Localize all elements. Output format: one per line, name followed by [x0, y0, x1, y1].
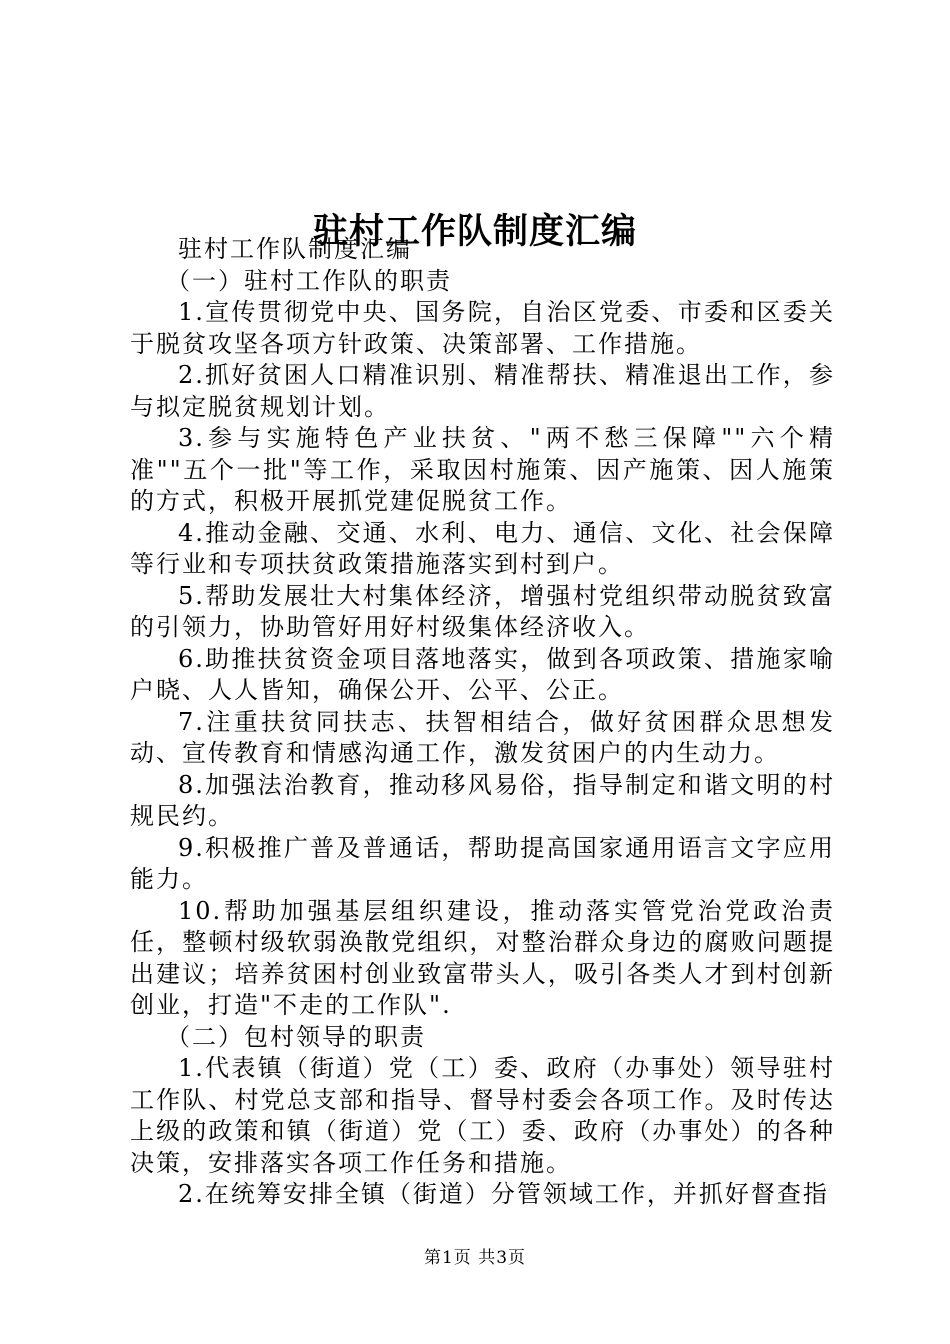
document-title: 驻村工作队制度汇编 [312, 211, 637, 253]
body-paragraph: 2.在统筹安排全镇（街道）分管领域工作，并抓好督查指 [178, 1180, 829, 1208]
body-paragraph: 3.参与实施特色产业扶贫、"两不愁三保障""六个精准""五个一批"等工作，采取因村施策、因产施策、因人施策的方式，积极开展抓党建促脱贫工作。 [130, 424, 835, 515]
page-footer: 第1页 共3页 [423, 1248, 527, 1268]
body-paragraph-subtitle: 驻村工作队制度汇编 [178, 235, 412, 263]
body-paragraph: 5.帮助发展壮大村集体经济，增强村党组织带动脱贫致富的引领力，协助管好用好村级集体经济收入。 [130, 581, 835, 641]
section-heading-2: （二）包村领导的职责 [166, 1022, 426, 1051]
body-paragraph: 6.助推扶贫资金项目落地落实，做到各项政策、措施家喻户晓、人人皆知，确保公开、公平、公正。 [130, 644, 835, 704]
body-paragraph: 4.推动金融、交通、水利、电力、通信、文化、社会保障等行业和专项扶贫政策措施落实到村到户。 [130, 518, 835, 578]
body-paragraph: 7.注重扶贫同扶志、扶智相结合，做好贫困群众思想发动、宣传教育和情感沟通工作，激发贫困户的内生动力。 [130, 707, 835, 767]
body-paragraph: 8.加强法治教育，推动移风易俗，指导制定和谐文明的村规民约。 [130, 770, 835, 830]
body-paragraph: 1.宣传贯彻党中央、国务院，自治区党委、市委和区委关于脱贫攻坚各项方针政策、决策部署、工作措施。 [130, 298, 835, 358]
section-heading-1: （一）驻村工作队的职责 [166, 266, 452, 295]
body-paragraph: 1.代表镇（街道）党（工）委、政府（办事处）领导驻村工作队、村党总支部和指导、督导村委会各项工作。及时传达上级的政策和镇（街道）党（工）委、政府（办事处）的各种决策，安排落实各项工作任务和措施。 [130, 1054, 835, 1177]
body-paragraph: 9.积极推广普及普通话，帮助提高国家通用语言文字应用能力。 [130, 833, 835, 893]
body-paragraph: 10.帮助加强基层组织建设，推动落实管党治党政治责任，整顿村级软弱涣散党组织，对整治群众身边的腐败问题提出建议；培养贫困村创业致富带头人，吸引各类人才到村创新创业，打造"不走的工作队". [130, 896, 835, 1019]
document-body [130, 234, 835, 1211]
body-paragraph: 2.抓好贫困人口精准识别、精准帮扶、精准退出工作，参与拟定脱贫规划计划。 [130, 361, 835, 421]
